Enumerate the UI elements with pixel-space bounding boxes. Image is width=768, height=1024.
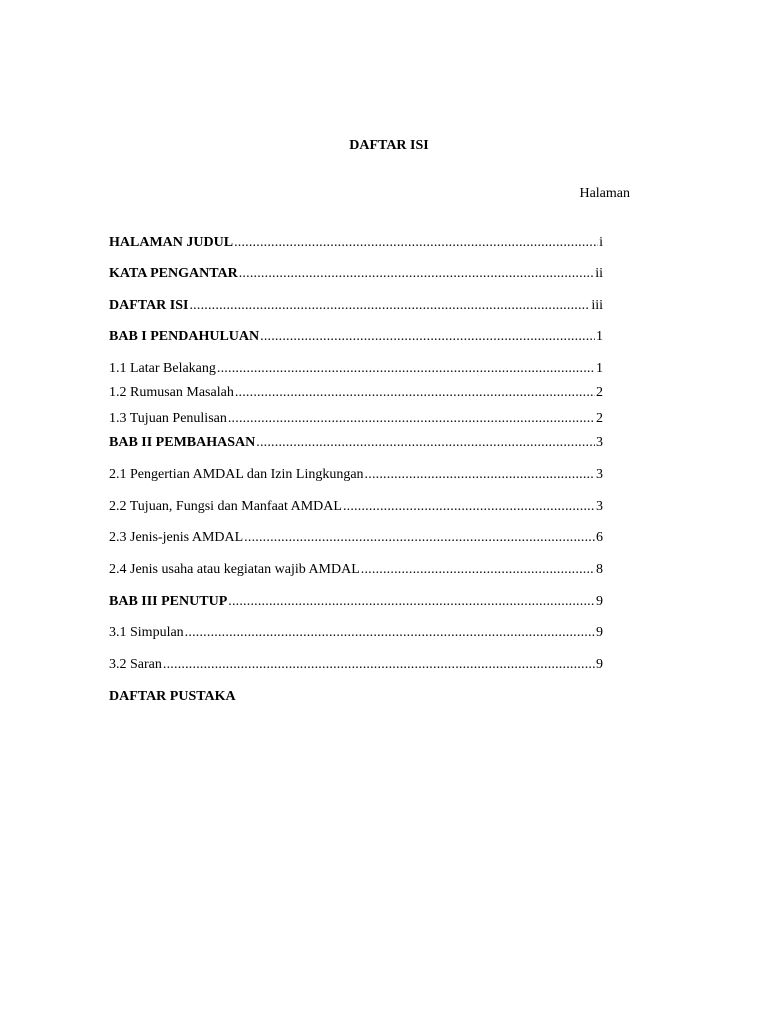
toc-dot-leader [260, 328, 595, 346]
page-title: DAFTAR ISI [349, 138, 429, 153]
toc-entry-daftar-isi [109, 297, 603, 315]
toc-entry-bab-2 [109, 434, 603, 452]
toc-entry-page: ii [595, 266, 603, 281]
toc-dot-leader [361, 561, 595, 579]
toc-entry-page: 1 [596, 329, 603, 344]
toc-dot-leader [235, 384, 595, 402]
toc-entry-label: 1.2 Rumusan Masalah [109, 385, 234, 400]
toc-entry-1-2 [109, 384, 603, 402]
toc-entry-daftar-pustaka [109, 688, 603, 706]
toc-entry-bab-3 [109, 593, 603, 611]
toc-entry-page: i [599, 235, 603, 250]
page-column-label: Halaman [579, 186, 630, 201]
toc-entry-label: 1.1 Latar Belakang [109, 361, 216, 376]
toc-entry-page: iii [591, 298, 603, 313]
toc-entry-label: HALAMAN JUDUL [109, 235, 234, 250]
toc-entry-2-4 [109, 561, 603, 579]
toc-entry-page: 8 [596, 562, 603, 577]
toc-entry-page: 3 [596, 499, 603, 514]
toc-dot-leader [244, 529, 595, 547]
toc-entry-label: DAFTAR PUSTAKA [109, 689, 236, 704]
toc-dot-leader [228, 410, 595, 428]
toc-entry-label: BAB I PENDAHULUAN [109, 329, 260, 344]
toc-dot-leader [365, 466, 595, 484]
toc-entry-kata-pengantar [109, 265, 603, 283]
toc-entry-label: 2.1 Pengertian AMDAL dan Izin Lingkungan [109, 467, 364, 482]
toc-dot-leader [256, 434, 595, 452]
toc-entry-2-1 [109, 466, 603, 484]
toc-entry-label: KATA PENGANTAR [109, 266, 238, 281]
toc-entry-page: 9 [596, 657, 603, 672]
toc-entry-2-3 [109, 529, 603, 547]
toc-entry-bab-1 [109, 328, 603, 346]
toc-dot-leader [185, 624, 595, 642]
toc-dot-leader [234, 234, 598, 252]
toc-entry-label: DAFTAR ISI [109, 298, 189, 313]
toc-entry-page: 1 [596, 361, 603, 376]
toc-entry-page: 6 [596, 530, 603, 545]
toc-entry-label: 3.1 Simpulan [109, 625, 184, 640]
toc-entry-page: 3 [596, 467, 603, 482]
toc-dot-leader [228, 593, 595, 611]
toc-entry-3-1 [109, 624, 603, 642]
toc-entry-page: 9 [596, 625, 603, 640]
toc-entry-page: 2 [596, 411, 603, 426]
toc-entry-1-1 [109, 360, 603, 378]
toc-dot-leader [343, 498, 595, 516]
toc-entry-1-3 [109, 410, 603, 428]
toc-dot-leader [239, 265, 594, 283]
toc-entry-label: 2.4 Jenis usaha atau kegiatan wajib AMDAL [109, 562, 360, 577]
toc-entry-label: BAB III PENUTUP [109, 594, 228, 609]
toc-dot-leader [217, 360, 595, 378]
toc-entry-label: 3.2 Saran [109, 657, 162, 672]
toc-entry-page: 2 [596, 385, 603, 400]
toc-entry-label: 1.3 Tujuan Penulisan [109, 411, 227, 426]
toc-entry-label: 2.3 Jenis-jenis AMDAL [109, 530, 244, 545]
toc-entry-halaman-judul [109, 234, 603, 252]
toc-entry-3-2 [109, 656, 603, 674]
toc-entry-label: BAB II PEMBAHASAN [109, 435, 256, 450]
toc-entry-page: 9 [596, 594, 603, 609]
toc-entry-2-2 [109, 498, 603, 516]
toc-dot-leader [189, 297, 590, 315]
toc-dot-leader [163, 656, 595, 674]
toc-entry-label: 2.2 Tujuan, Fungsi dan Manfaat AMDAL [109, 499, 342, 514]
toc-entry-page: 3 [596, 435, 603, 450]
